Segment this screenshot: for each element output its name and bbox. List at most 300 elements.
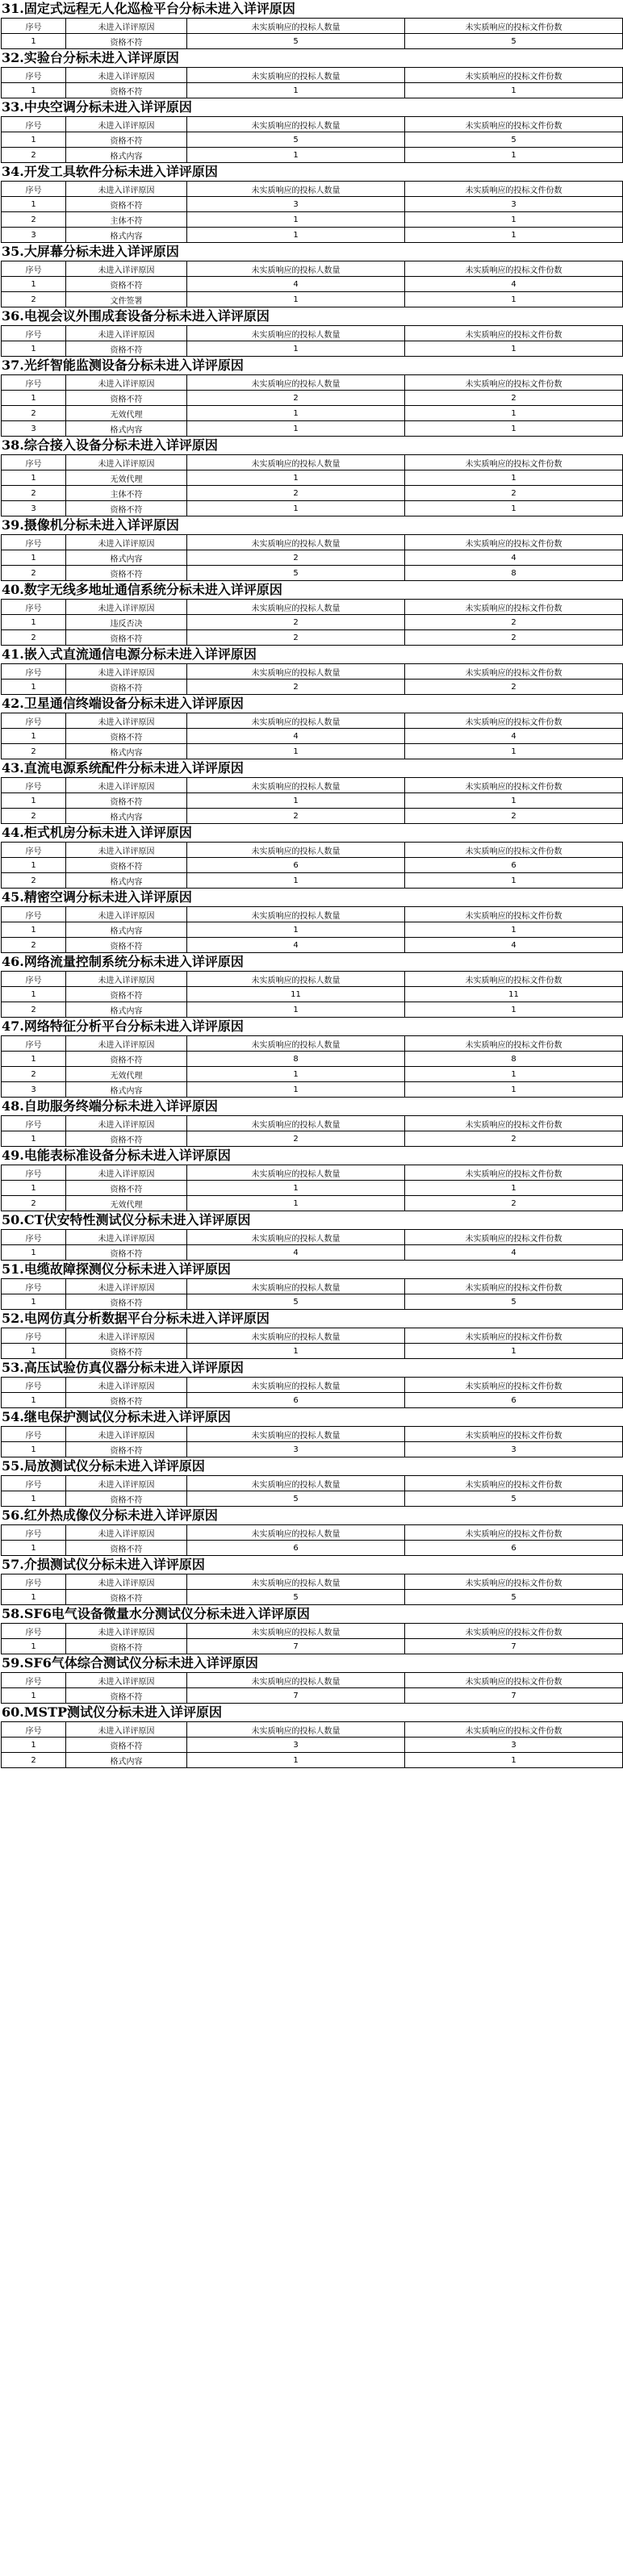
cell-file-count: 1: [405, 744, 623, 759]
cell-file-count: 1: [405, 341, 623, 357]
table-row: [2, 1131, 623, 1147]
section: [0, 1457, 623, 1507]
cell-bidder-count: 2: [187, 391, 405, 406]
header-bidder-count: 未实质响应的投标人数量: [187, 1036, 405, 1052]
cell-reason: 格式内容: [66, 744, 187, 759]
cell-index: 3: [2, 228, 66, 243]
header-file-count: 未实质响应的投标文件份数: [405, 1476, 623, 1491]
cell-bidder-count: 1: [187, 421, 405, 437]
cell-reason: 格式内容: [66, 1002, 187, 1018]
header-bidder-count: 未实质响应的投标人数量: [187, 600, 405, 615]
header-file-count: 未实质响应的投标文件份数: [405, 455, 623, 470]
header-reason: 未进入详评原因: [66, 1722, 187, 1738]
header-bidder-count: 未实质响应的投标人数量: [187, 535, 405, 550]
header-row: [2, 1036, 623, 1052]
header-index: 序号: [2, 843, 66, 858]
header-file-count: 未实质响应的投标文件份数: [405, 1427, 623, 1442]
header-file-count: 未实质响应的投标文件份数: [405, 261, 623, 277]
header-index: 序号: [2, 68, 66, 83]
table-row: [2, 938, 623, 953]
header-index: 序号: [2, 907, 66, 922]
table-row: [2, 873, 623, 889]
cell-index: 2: [2, 630, 66, 646]
cell-index: 1: [2, 1590, 66, 1605]
cell-reason: 资格不符: [66, 1294, 187, 1310]
cell-reason: 资格不符: [66, 1590, 187, 1605]
reason-table: [1, 18, 623, 49]
table-row: [2, 1753, 623, 1768]
section: [0, 357, 623, 437]
cell-file-count: 4: [405, 729, 623, 744]
cell-reason: 资格不符: [66, 34, 187, 49]
header-reason: 未进入详评原因: [66, 326, 187, 341]
cell-index: 1: [2, 1344, 66, 1359]
cell-index: 3: [2, 1082, 66, 1098]
table-row: [2, 501, 623, 516]
reason-table: [1, 1623, 623, 1654]
table-row: [2, 486, 623, 501]
cell-reason: 无效代理: [66, 470, 187, 486]
cell-file-count: 5: [405, 1491, 623, 1507]
cell-reason: 资格不符: [66, 1245, 187, 1261]
cell-reason: 资格不符: [66, 987, 187, 1002]
header-row: [2, 1476, 623, 1491]
table-row: [2, 391, 623, 406]
table-row: [2, 421, 623, 437]
header-reason: 未进入详评原因: [66, 1230, 187, 1245]
cell-index: 1: [2, 341, 66, 357]
cell-reason: 资格不符: [66, 938, 187, 953]
reason-table: [1, 1035, 623, 1098]
cell-bidder-count: 1: [187, 1002, 405, 1018]
header-file-count: 未实质响应的投标文件份数: [405, 1525, 623, 1541]
section: [0, 889, 623, 953]
cell-file-count: 2: [405, 486, 623, 501]
cell-reason: 格式内容: [66, 550, 187, 566]
table-row: [2, 341, 623, 357]
section: [0, 1098, 623, 1147]
header-reason: 未进入详评原因: [66, 664, 187, 680]
cell-bidder-count: 1: [187, 1181, 405, 1196]
header-bidder-count: 未实质响应的投标人数量: [187, 1116, 405, 1131]
section: [0, 1507, 623, 1556]
cell-bidder-count: 1: [187, 470, 405, 486]
cell-index: 1: [2, 1541, 66, 1556]
cell-file-count: 8: [405, 566, 623, 581]
cell-bidder-count: 2: [187, 486, 405, 501]
section: [0, 1408, 623, 1457]
section-title: 51.电缆故障探测仪分标未进入详评原因: [2, 1261, 231, 1277]
header-row: [2, 1427, 623, 1442]
cell-reason: 违反否决: [66, 615, 187, 630]
cell-index: 2: [2, 1196, 66, 1211]
header-index: 序号: [2, 1116, 66, 1131]
table-row: [2, 809, 623, 824]
header-index: 序号: [2, 1328, 66, 1344]
cell-index: 1: [2, 680, 66, 695]
table-row: [2, 1393, 623, 1408]
cell-bidder-count: 1: [187, 83, 405, 98]
table-row: [2, 1738, 623, 1753]
cell-index: 1: [2, 277, 66, 292]
reason-table: [1, 1165, 623, 1211]
cell-file-count: 4: [405, 1245, 623, 1261]
header-file-count: 未实质响应的投标文件份数: [405, 1624, 623, 1639]
header-file-count: 未实质响应的投标文件份数: [405, 843, 623, 858]
header-index: 序号: [2, 1476, 66, 1491]
header-row: [2, 664, 623, 680]
cell-bidder-count: 7: [187, 1639, 405, 1654]
header-bidder-count: 未实质响应的投标人数量: [187, 972, 405, 987]
section: [0, 516, 623, 581]
table-row: [2, 228, 623, 243]
table-row: [2, 1442, 623, 1457]
reason-table: [1, 713, 623, 759]
section-title: 40.数字无线多地址通信系统分标未进入详评原因: [2, 582, 282, 597]
reason-table: [1, 1278, 623, 1310]
header-index: 序号: [2, 1673, 66, 1688]
header-bidder-count: 未实质响应的投标人数量: [187, 1574, 405, 1590]
header-row: [2, 375, 623, 391]
header-index: 序号: [2, 1722, 66, 1738]
header-bidder-count: 未实质响应的投标人数量: [187, 1427, 405, 1442]
cell-index: 1: [2, 1052, 66, 1067]
cell-reason: 格式内容: [66, 228, 187, 243]
header-reason: 未进入详评原因: [66, 68, 187, 83]
cell-reason: 格式内容: [66, 148, 187, 163]
cell-bidder-count: 3: [187, 1738, 405, 1753]
cell-file-count: 2: [405, 1196, 623, 1211]
cell-reason: 格式内容: [66, 1082, 187, 1098]
header-row: [2, 261, 623, 277]
header-index: 序号: [2, 1427, 66, 1442]
table-row: [2, 1245, 623, 1261]
cell-reason: 格式内容: [66, 922, 187, 938]
cell-bidder-count: 3: [187, 1442, 405, 1457]
cell-bidder-count: 1: [187, 148, 405, 163]
header-reason: 未进入详评原因: [66, 19, 187, 34]
section: [0, 1261, 623, 1310]
cell-index: 1: [2, 1738, 66, 1753]
header-index: 序号: [2, 1574, 66, 1590]
section: [0, 243, 623, 307]
cell-reason: 资格不符: [66, 341, 187, 357]
cell-index: 2: [2, 873, 66, 889]
cell-index: 1: [2, 1442, 66, 1457]
section: [0, 98, 623, 163]
header-file-count: 未实质响应的投标文件份数: [405, 1328, 623, 1344]
cell-index: 1: [2, 1181, 66, 1196]
cell-file-count: 2: [405, 680, 623, 695]
section: [0, 1310, 623, 1359]
section-title: 42.卫星通信终端设备分标未进入详评原因: [2, 696, 244, 711]
header-reason: 未进入详评原因: [66, 1036, 187, 1052]
cell-file-count: 1: [405, 406, 623, 421]
cell-bidder-count: 5: [187, 1294, 405, 1310]
cell-file-count: 2: [405, 615, 623, 630]
header-bidder-count: 未实质响应的投标人数量: [187, 1378, 405, 1393]
header-row: [2, 600, 623, 615]
header-row: [2, 117, 623, 132]
header-bidder-count: 未实质响应的投标人数量: [187, 375, 405, 391]
section-title: 38.综合接入设备分标未进入详评原因: [2, 437, 218, 453]
reason-table: [1, 325, 623, 357]
header-reason: 未进入详评原因: [66, 972, 187, 987]
header-file-count: 未实质响应的投标文件份数: [405, 68, 623, 83]
header-row: [2, 843, 623, 858]
cell-bidder-count: 1: [187, 1344, 405, 1359]
cell-file-count: 1: [405, 1753, 623, 1768]
cell-index: 1: [2, 391, 66, 406]
header-file-count: 未实质响应的投标文件份数: [405, 1116, 623, 1131]
header-file-count: 未实质响应的投标文件份数: [405, 117, 623, 132]
header-bidder-count: 未实质响应的投标人数量: [187, 713, 405, 729]
reason-table: [1, 454, 623, 516]
cell-bidder-count: 1: [187, 212, 405, 228]
cell-bidder-count: 1: [187, 1067, 405, 1082]
table-row: [2, 729, 623, 744]
cell-bidder-count: 1: [187, 406, 405, 421]
section-title: 54.继电保护测试仪分标未进入详评原因: [2, 1409, 231, 1424]
header-index: 序号: [2, 972, 66, 987]
section-title: 32.实验台分标未进入详评原因: [2, 50, 179, 65]
reason-table: [1, 777, 623, 824]
section: [0, 581, 623, 646]
section-title: 45.精密空调分标未进入详评原因: [2, 889, 192, 905]
cell-bidder-count: 2: [187, 550, 405, 566]
header-bidder-count: 未实质响应的投标人数量: [187, 1673, 405, 1688]
cell-reason: 资格不符: [66, 197, 187, 212]
cell-index: 2: [2, 809, 66, 824]
table-row: [2, 1639, 623, 1654]
section: [0, 824, 623, 889]
section: [0, 307, 623, 357]
header-reason: 未进入详评原因: [66, 117, 187, 132]
reason-table: [1, 906, 623, 953]
header-file-count: 未实质响应的投标文件份数: [405, 19, 623, 34]
cell-bidder-count: 1: [187, 793, 405, 809]
header-bidder-count: 未实质响应的投标人数量: [187, 1279, 405, 1294]
cell-bidder-count: 7: [187, 1688, 405, 1704]
cell-bidder-count: 5: [187, 132, 405, 148]
cell-file-count: 2: [405, 1131, 623, 1147]
table-row: [2, 34, 623, 49]
section: [0, 0, 623, 49]
cell-reason: 格式内容: [66, 809, 187, 824]
section: [0, 1704, 623, 1768]
cell-index: 1: [2, 34, 66, 49]
cell-bidder-count: 4: [187, 729, 405, 744]
reason-table: [1, 1524, 623, 1556]
header-reason: 未进入详评原因: [66, 1165, 187, 1181]
section-title: 52.电网仿真分析数据平台分标未进入详评原因: [2, 1311, 270, 1326]
cell-file-count: 5: [405, 1590, 623, 1605]
header-row: [2, 1525, 623, 1541]
header-file-count: 未实质响应的投标文件份数: [405, 535, 623, 550]
header-file-count: 未实质响应的投标文件份数: [405, 907, 623, 922]
cell-reason: 资格不符: [66, 277, 187, 292]
header-bidder-count: 未实质响应的投标人数量: [187, 455, 405, 470]
cell-bidder-count: 1: [187, 501, 405, 516]
header-index: 序号: [2, 1279, 66, 1294]
section: [0, 759, 623, 824]
header-reason: 未进入详评原因: [66, 1525, 187, 1541]
table-row: [2, 1002, 623, 1018]
section-title: 53.高压试验仿真仪器分标未进入详评原因: [2, 1360, 244, 1375]
cell-bidder-count: 1: [187, 1082, 405, 1098]
table-row: [2, 1052, 623, 1067]
header-file-count: 未实质响应的投标文件份数: [405, 664, 623, 680]
header-index: 序号: [2, 19, 66, 34]
cell-index: 1: [2, 1688, 66, 1704]
header-bidder-count: 未实质响应的投标人数量: [187, 261, 405, 277]
cell-reason: 资格不符: [66, 1052, 187, 1067]
table-row: [2, 1181, 623, 1196]
cell-bidder-count: 5: [187, 34, 405, 49]
section: [0, 437, 623, 516]
cell-file-count: 4: [405, 550, 623, 566]
section-title: 50.CT伏安特性测试仪分标未进入详评原因: [2, 1212, 251, 1227]
cell-index: 1: [2, 197, 66, 212]
section-title: 44.柜式机房分标未进入详评原因: [2, 825, 192, 840]
header-index: 序号: [2, 1624, 66, 1639]
section: [0, 695, 623, 759]
header-reason: 未进入详评原因: [66, 1328, 187, 1344]
table-row: [2, 1590, 623, 1605]
cell-bidder-count: 2: [187, 680, 405, 695]
cell-index: 2: [2, 148, 66, 163]
header-bidder-count: 未实质响应的投标人数量: [187, 1230, 405, 1245]
cell-bidder-count: 1: [187, 922, 405, 938]
header-reason: 未进入详评原因: [66, 375, 187, 391]
cell-file-count: 1: [405, 470, 623, 486]
header-bidder-count: 未实质响应的投标人数量: [187, 1328, 405, 1344]
section-title: 41.嵌入式直流通信电源分标未进入详评原因: [2, 646, 257, 662]
cell-reason: 无效代理: [66, 1067, 187, 1082]
cell-index: 3: [2, 421, 66, 437]
cell-bidder-count: 4: [187, 277, 405, 292]
table-row: [2, 615, 623, 630]
header-row: [2, 1279, 623, 1294]
section-title: 49.电能表标准设备分标未进入详评原因: [2, 1148, 231, 1163]
table-row: [2, 680, 623, 695]
table-row: [2, 1491, 623, 1507]
header-index: 序号: [2, 1165, 66, 1181]
table-row: [2, 1082, 623, 1098]
cell-reason: 资格不符: [66, 1393, 187, 1408]
section-title: 56.红外热成像仪分标未进入详评原因: [2, 1508, 218, 1523]
cell-reason: 资格不符: [66, 1491, 187, 1507]
header-row: [2, 972, 623, 987]
cell-reason: 格式内容: [66, 1753, 187, 1768]
header-bidder-count: 未实质响应的投标人数量: [187, 68, 405, 83]
table-row: [2, 1067, 623, 1082]
cell-reason: 资格不符: [66, 1688, 187, 1704]
cell-reason: 格式内容: [66, 421, 187, 437]
header-reason: 未进入详评原因: [66, 713, 187, 729]
cell-index: 2: [2, 486, 66, 501]
header-bidder-count: 未实质响应的投标人数量: [187, 1722, 405, 1738]
header-bidder-count: 未实质响应的投标人数量: [187, 1525, 405, 1541]
header-index: 序号: [2, 455, 66, 470]
header-index: 序号: [2, 182, 66, 197]
cell-file-count: 1: [405, 83, 623, 98]
header-reason: 未进入详评原因: [66, 778, 187, 793]
cell-index: 1: [2, 793, 66, 809]
section-title: 36.电视会议外围成套设备分标未进入详评原因: [2, 308, 270, 324]
header-row: [2, 778, 623, 793]
table-row: [2, 922, 623, 938]
cell-index: 1: [2, 729, 66, 744]
cell-index: 2: [2, 566, 66, 581]
header-bidder-count: 未实质响应的投标人数量: [187, 19, 405, 34]
table-row: [2, 292, 623, 307]
cell-reason: 无效代理: [66, 406, 187, 421]
reason-table: [1, 842, 623, 889]
reason-table: [1, 1229, 623, 1261]
section-title: 48.自助服务终端分标未进入详评原因: [2, 1098, 218, 1114]
cell-index: 2: [2, 406, 66, 421]
table-row: [2, 148, 623, 163]
cell-reason: 资格不符: [66, 858, 187, 873]
cell-reason: 主体不符: [66, 486, 187, 501]
cell-index: 1: [2, 987, 66, 1002]
cell-file-count: 11: [405, 987, 623, 1002]
header-reason: 未进入详评原因: [66, 455, 187, 470]
header-index: 序号: [2, 1378, 66, 1393]
cell-reason: 资格不符: [66, 1738, 187, 1753]
section-title: 59.SF6气体综合测试仪分标未进入详评原因: [2, 1655, 258, 1671]
header-row: [2, 535, 623, 550]
cell-bidder-count: 1: [187, 1196, 405, 1211]
table-row: [2, 793, 623, 809]
reason-table: [1, 67, 623, 98]
cell-file-count: 1: [405, 922, 623, 938]
cell-file-count: 4: [405, 938, 623, 953]
section: [0, 953, 623, 1018]
header-file-count: 未实质响应的投标文件份数: [405, 1722, 623, 1738]
header-file-count: 未实质响应的投标文件份数: [405, 326, 623, 341]
cell-index: 1: [2, 550, 66, 566]
header-bidder-count: 未实质响应的投标人数量: [187, 1624, 405, 1639]
header-file-count: 未实质响应的投标文件份数: [405, 375, 623, 391]
header-index: 序号: [2, 535, 66, 550]
header-row: [2, 326, 623, 341]
cell-file-count: 5: [405, 1294, 623, 1310]
cell-reason: 资格不符: [66, 1639, 187, 1654]
reason-table: [1, 599, 623, 646]
section-title: 33.中央空调分标未进入详评原因: [2, 99, 192, 115]
cell-reason: 资格不符: [66, 729, 187, 744]
section-title: 60.MSTP测试仪分标未进入详评原因: [2, 1704, 223, 1720]
section: [0, 1018, 623, 1098]
cell-file-count: 1: [405, 228, 623, 243]
cell-bidder-count: 1: [187, 292, 405, 307]
header-bidder-count: 未实质响应的投标人数量: [187, 182, 405, 197]
header-row: [2, 1165, 623, 1181]
cell-file-count: 8: [405, 1052, 623, 1067]
table-row: [2, 1541, 623, 1556]
header-reason: 未进入详评原因: [66, 1279, 187, 1294]
section-title: 35.大屏幕分标未进入详评原因: [2, 244, 179, 259]
header-index: 序号: [2, 1230, 66, 1245]
cell-reason: 资格不符: [66, 132, 187, 148]
header-reason: 未进入详评原因: [66, 261, 187, 277]
header-index: 序号: [2, 117, 66, 132]
header-reason: 未进入详评原因: [66, 600, 187, 615]
header-row: [2, 19, 623, 34]
cell-index: 1: [2, 615, 66, 630]
